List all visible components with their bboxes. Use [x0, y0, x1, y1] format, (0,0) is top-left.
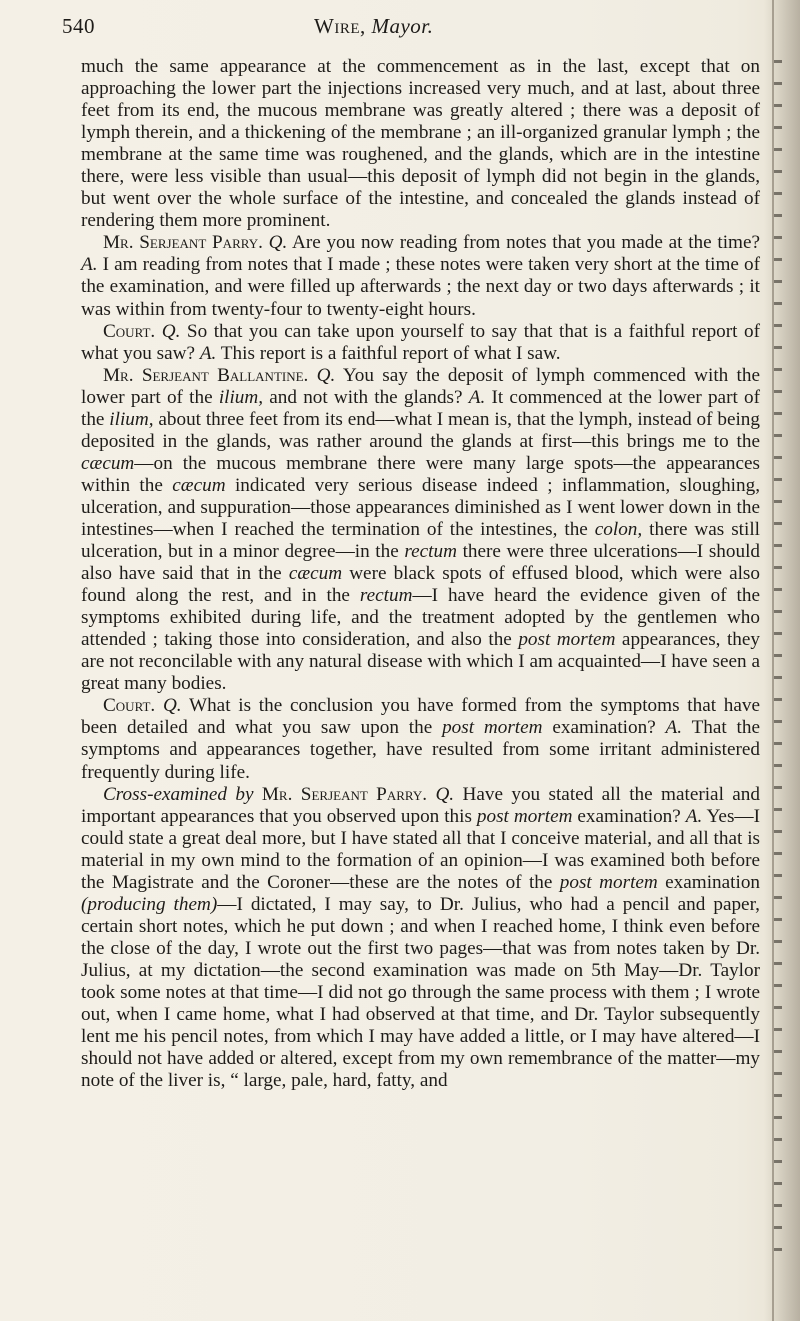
italic-text: A.	[468, 386, 486, 408]
text-run: Yes—I could state a great deal more, but I have stated all that I conceive material, and all that is material in my own mind to the formation of an opinion—I was examined both before the Magistrate and the Coroner—these are the notes of the	[81, 805, 760, 893]
italic-text: (producing them)	[81, 893, 218, 915]
text-run: —on the mucous membrane there were many large spots—the appearances within the	[81, 452, 760, 496]
text-run: What is the conclusion you have formed from the symptoms that have been detailed and what you saw upon the	[81, 695, 761, 739]
paragraph	[81, 784, 760, 1093]
italic-text: Q.	[435, 783, 455, 805]
text-run: about three feet from its end—what I mean is, that the lymph, instead of being deposited in the glands, was rather around the glands at first—this brings me to the	[81, 408, 760, 452]
text-run: there was still ulceration, but in a minor degree—in the	[81, 518, 761, 563]
text-run: This report is a faithful report of what I saw.	[216, 342, 561, 364]
italic-text: A.	[665, 717, 683, 739]
text-run: I am reading from notes that I made ; these notes were taken very short at the time of the examination, and were filled up afterwards ; the next day or two days afterwards ; it was within from twenty-four to twenty-eight hours.	[81, 254, 760, 320]
italic-text: cæcum	[81, 452, 135, 474]
text-run: examination?	[542, 717, 666, 739]
text-run: examination	[657, 871, 761, 893]
paragraph	[81, 695, 760, 783]
italic-text: Q.	[316, 364, 336, 386]
paragraph	[81, 321, 760, 365]
text-run: Are you now reading from notes that you made at the time?	[287, 232, 761, 254]
page-edge-shadow	[764, 0, 800, 1321]
text-run: You say the deposit of lymph commenced with the lower part of the	[81, 364, 760, 408]
speaker-name: Court.	[103, 695, 156, 717]
speaker-name: Mr. Serjeant Parry.	[261, 783, 428, 805]
italic-text: post mortem	[518, 629, 616, 651]
speaker-name: Mr. Serjeant Parry.	[103, 232, 263, 254]
text-run: —I dictated, I may say, to Dr. Julius, who had a pencil and paper, certain short notes, which he put down ; and when I reached home, I think even before the close of the day, I wrote out the first two pages—that was from notes taken by Dr. Julius, at my dictation—the second examination was made on 5th May—Dr. Taylor took some notes at that time—I did not go through the same process with them ; I wrote out, when I came home, what I had observed at that time, and Dr. Taylor subsequently lent me his pencil notes, from which I may have added a little, or I may have altered—I should not have added or altered, except from my own remembrance of the matter—my note of the liver is, “ large, pale, hard, fatty, and	[81, 893, 760, 1092]
text-run: It commenced at the lower part of the	[81, 386, 760, 430]
italic-text: ilium,	[218, 386, 264, 408]
text-run: and not with the glands?	[263, 386, 469, 408]
italic-text: A.	[685, 805, 703, 827]
page-header	[62, 10, 760, 50]
text-run: indicated very serious disease indeed ; inflammation, sloughing, ulceration, and suppuration—those appearances diminished as I went lower down in the intestines—when I reached the termination of the intestines, the	[81, 474, 760, 540]
text-run: Have you stated all the material and important appearances that you observed upon this	[81, 783, 760, 827]
italic-text: cæcum	[172, 474, 226, 496]
text-run	[308, 365, 316, 386]
italic-text: A.	[199, 342, 217, 364]
text-run: That the symptoms and appearances together, have resulted from some irritant administered frequently during life.	[81, 717, 761, 783]
running-head-case: Wire,	[314, 14, 366, 38]
italic-text: post mortem	[442, 717, 543, 739]
speaker-name: Mr. Serjeant Ballantine.	[103, 364, 309, 386]
speaker-name: Court.	[103, 320, 156, 342]
italic-text: cæcum	[288, 563, 343, 585]
text-run: examination?	[572, 805, 686, 827]
italic-text: Q.	[268, 232, 288, 254]
italic-text: rectum	[359, 585, 413, 607]
italic-text: A.	[81, 254, 98, 276]
paragraph	[81, 232, 760, 320]
italic-text: colon,	[594, 518, 643, 540]
italic-text: post mortem	[476, 805, 573, 827]
italic-text: Cross-examined by	[103, 783, 254, 805]
paragraph	[81, 365, 760, 696]
italic-text: ilium,	[109, 408, 154, 430]
text-run: appearances, they are not reconcilable with any natural disease with which I am acquainted—I have seen a great many bodies.	[81, 629, 760, 695]
text-run: there were three ulcerations—I should also have said that in the	[81, 541, 760, 585]
text-run: were black spots of effused blood, which were also found along the rest, and in the	[81, 563, 760, 607]
text-run: much the same appearance at the commencement as in the last, except that on approaching the lower part the injections increased very much, and at last, about three feet from its end, the mucous membrane was greatly altered ; there was a deposit of lymph therein, and a thickening of the membrane ; an ill-organized granular lymph ; the membrane at the same time was roughened, and the glands, which are in the intestine there, were less visible than usual—this deposit of lymph did not begin in the glands, but went over the whole surface of the intestine, and concealed the glands instead of rendering them more prominent.	[81, 56, 760, 232]
italic-text: Q.	[162, 695, 182, 717]
text-run	[253, 784, 261, 805]
text-run: —I have heard the evidence given of the symptoms exhibited during life, and the treatment adopted by the gentlemen who attended ; taking those into consideration, and also the	[81, 585, 760, 651]
text-run: So that you can take upon yourself to say that that is a faithful report of what you saw?	[81, 320, 760, 364]
running-head	[314, 14, 433, 39]
running-head-role: Mayor.	[371, 14, 434, 38]
italic-text: Q.	[161, 320, 181, 342]
text-run	[155, 695, 163, 716]
italic-text: rectum	[404, 541, 457, 563]
body-text	[81, 56, 760, 1092]
page-number: 540	[62, 14, 95, 38]
paragraph	[81, 56, 760, 232]
italic-text: post mortem	[559, 871, 658, 893]
adjacent-page-text-fragments	[774, 60, 782, 1270]
